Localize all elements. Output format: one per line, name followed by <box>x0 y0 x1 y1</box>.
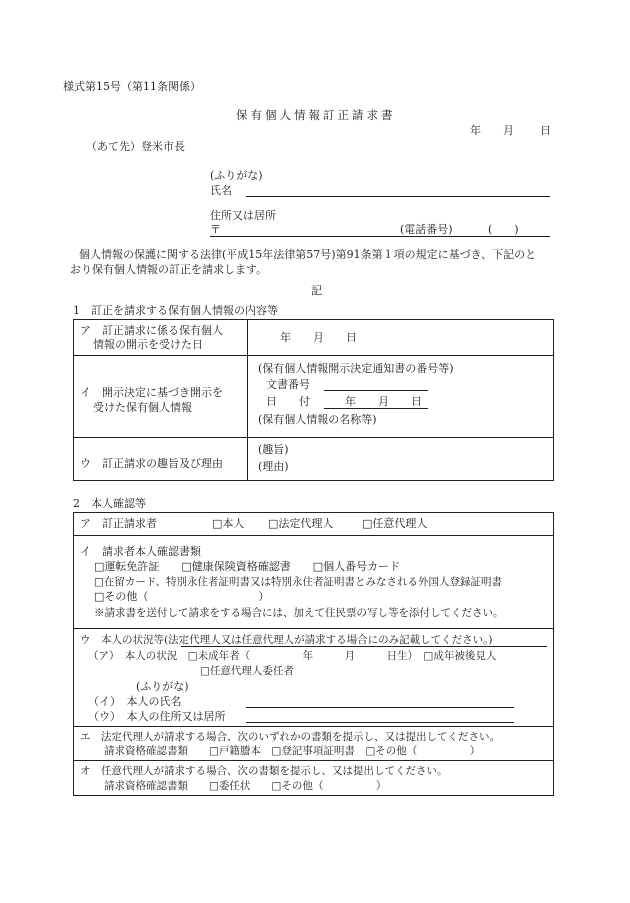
s2-c-title-underline <box>181 646 547 647</box>
s2-c-address: （ウ） 本人の住所又は居所 <box>88 710 226 723</box>
s1-c-label: ウ 訂正請求の趣旨及び理由 <box>80 457 223 470</box>
name-label: 氏名 <box>210 184 232 197</box>
s2-c-name-field[interactable] <box>246 707 514 708</box>
s2-c-address-field[interactable] <box>246 722 514 723</box>
s2-a-legal-rep[interactable]: □法定代理人 <box>268 517 334 530</box>
name-field[interactable] <box>246 196 550 197</box>
s2-e-line2[interactable]: 請求資格確認書類 □委任状 □その他（ ） <box>104 780 387 792</box>
s1-b-date-value: 年 月 日 <box>345 395 422 408</box>
furigana-label: (ふりがな) <box>210 169 263 182</box>
date-day: 日 <box>540 124 551 137</box>
s1-b-date-field[interactable] <box>324 408 428 409</box>
addressee: （あて先）登米市長 <box>86 140 185 153</box>
s2-b-row2[interactable]: □在留カード、特別永住者証明書又は特別永住者証明書とみなされる外国人登録証明書 <box>94 576 502 588</box>
s1-b-notice: (保有個人情報開示決定通知書の番号等) <box>258 362 454 375</box>
section2-heading: 2 本人確認等 <box>73 497 146 510</box>
s2-c-title: ウ 本人の状況等(法定代理人又は任意代理人が請求する場合にのみ記載してください。) <box>80 634 493 646</box>
s2-d-line1: エ 法定代理人が請求する場合、次のいずれかの書類を提示し、又は提出してください。 <box>80 731 500 743</box>
date-year: 年 <box>470 124 481 137</box>
section1-heading: 1 訂正を請求する保有個人情報の内容等 <box>73 304 278 317</box>
date-month: 月 <box>503 124 514 137</box>
s2-c-name: （イ） 本人の氏名 <box>88 695 182 708</box>
s1-c-reason: (理由) <box>258 460 289 473</box>
s2-a-voluntary-rep[interactable]: □任意代理人 <box>362 517 428 530</box>
address-field[interactable] <box>210 236 550 237</box>
section1-divider <box>247 319 248 481</box>
s2-a-self[interactable]: □本人 <box>212 517 245 530</box>
postal-mark: 〒 <box>210 223 221 236</box>
s1-a-date: 年 月 日 <box>280 331 357 344</box>
s2-b-note: ※請求書を送付して請求をする場合には、加えて住民票の写し等を添付してください。 <box>94 607 504 619</box>
s2-b-row1[interactable]: □運転免許証 □健康保険資格確認書 □個人番号カード <box>94 560 401 573</box>
s2-sep-1 <box>73 535 554 536</box>
s2-sep-4 <box>73 760 554 761</box>
intro-line-2: おり保有個人情報の訂正を請求します。 <box>70 263 268 276</box>
s2-b-row3[interactable]: □その他（ ） <box>94 590 270 603</box>
s1-a-label-1: ア 訂正請求に係る保有個人 <box>80 324 223 337</box>
s1-b-info-name: (保有個人情報の名称等) <box>258 413 377 426</box>
ki-mark: 記 <box>311 284 322 297</box>
s1-b-label-2: 受けた保有個人情報 <box>93 401 192 414</box>
s2-c-furigana: (ふりがな) <box>136 680 189 693</box>
phone-label: (電話番号) <box>400 223 453 236</box>
page-title: 保有個人情報訂正請求書 <box>236 108 396 122</box>
s1-b-label-1: イ 開示決定に基づき開示を <box>80 386 223 399</box>
s2-c-status2[interactable]: □任意代理人委任者 <box>200 665 294 677</box>
s1-a-label-2: 情報の開示を受けた日 <box>93 338 203 351</box>
s2-sep-2 <box>73 628 554 629</box>
s1-b-docno-field[interactable] <box>324 390 428 391</box>
s2-b-title: イ 請求者本人確認書類 <box>80 545 201 558</box>
s2-c-status[interactable]: （ア） 本人の状況 □未成年者（ 年 月 日生） □成年被後見人 <box>88 650 497 662</box>
intro-line-1: 個人情報の保護に関する法律(平成15年法律第57号)第91条第１項の規定に基づき、下記のと <box>79 248 537 261</box>
form-number: 様式第15号（第11条関係） <box>63 80 201 93</box>
s1-c-purpose: (趣旨) <box>258 443 289 456</box>
s2-sep-3 <box>73 726 554 727</box>
phone-paren: ( ) <box>488 223 519 236</box>
s2-a-label: ア 訂正請求者 <box>80 517 157 530</box>
s2-d-line2[interactable]: 請求資格確認書類 □戸籍謄本 □登記事項証明書 □その他（ ） <box>104 745 481 757</box>
s1-b-docno-label: 文書番号 <box>266 378 310 391</box>
section1-row-sep-1 <box>73 355 554 356</box>
s2-e-line1: オ 任意代理人が請求する場合、次の書類を提示し、又は提出してください。 <box>80 765 448 777</box>
address-label: 住所又は居所 <box>210 209 276 222</box>
section1-row-sep-2 <box>73 437 554 438</box>
s1-b-date-label: 日 付 <box>266 395 310 408</box>
